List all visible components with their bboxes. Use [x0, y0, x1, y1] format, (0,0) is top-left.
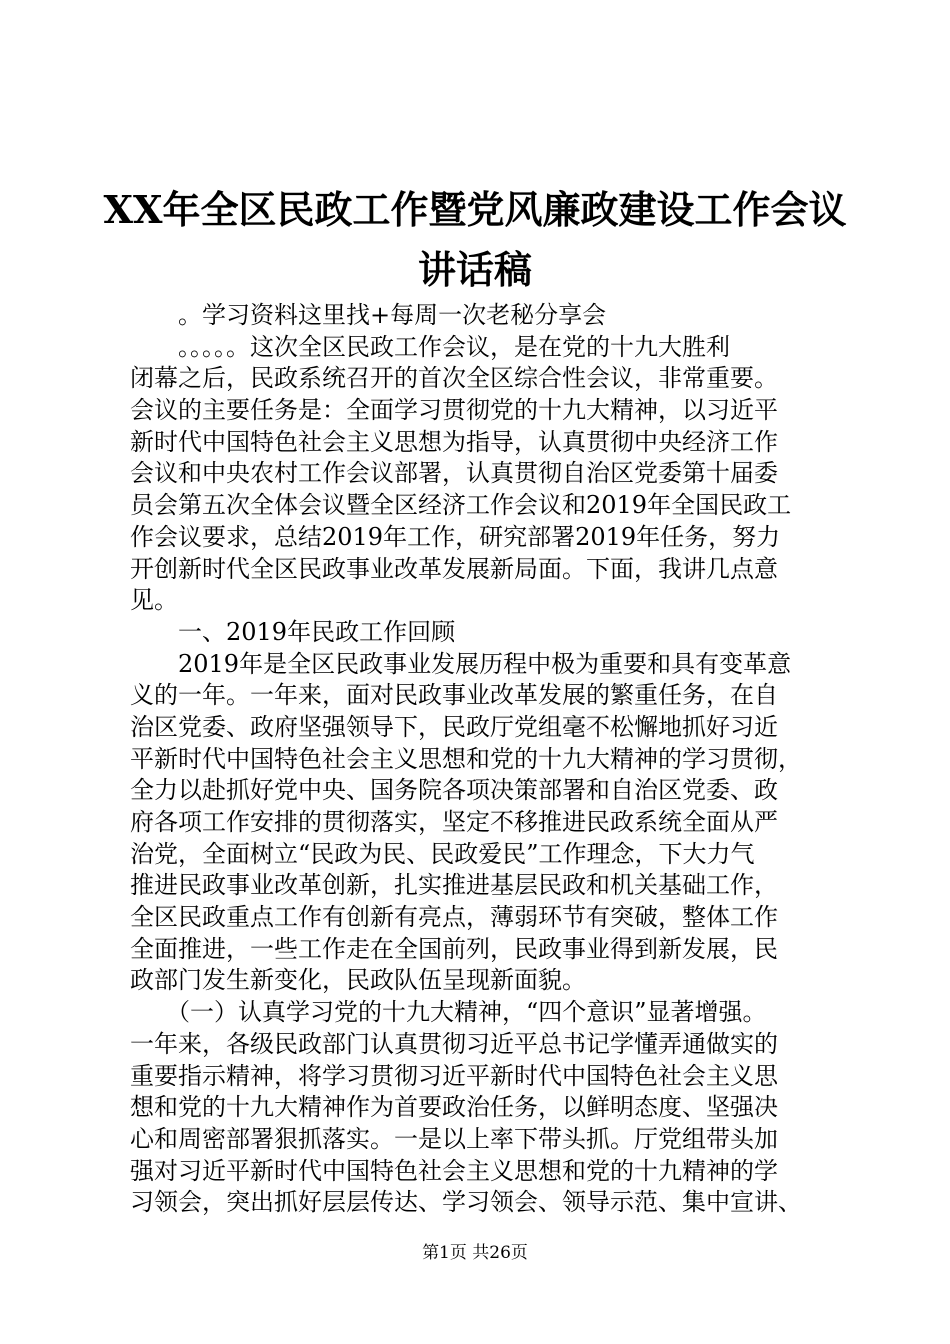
body-line: 。学习资料这里找+每周一次老秘分享会 [130, 301, 607, 329]
body-line: 全面推进，一些工作走在全国前列，民政事业得到新发展，民 [130, 934, 778, 963]
body-line: 治区党委、政府坚强领导下，民政厅党组毫不松懈地抓好习近 [130, 712, 778, 741]
body-line: 强对习近平新时代中国特色社会主义思想和党的十九精神的学 [130, 1156, 778, 1185]
body-line: 府各项工作安排的贯彻落实，坚定不移推进民政系统全面从严 [130, 808, 778, 836]
body-line: 义的一年。一年来，面对民政事业改革发展的繁重任务，在自 [130, 681, 778, 710]
body-line: 。。。。。这次全区民政工作会议，是在党的十九大胜利 [130, 332, 730, 361]
body-line: 政部门发生新变化，民政队伍呈现新面貌。 [130, 966, 586, 995]
body-line: 闭幕之后，民政系统召开的首次全区综合性会议，非常重要。 [130, 364, 778, 393]
body-line: 全区民政重点工作有创新有亮点，薄弱环节有突破，整体工作 [130, 903, 778, 932]
body-line: 新时代中国特色社会主义思想为指导，认真贯彻中央经济工作 [130, 427, 778, 456]
body-line: 见。 [130, 586, 178, 615]
document-title-line-2: 讲话稿 [417, 247, 532, 292]
body-line: 一年来，各级民政部门认真贯彻习近平总书记学懂弄通做实的 [130, 1029, 778, 1058]
document-body [130, 300, 840, 1219]
body-line: 想和党的十九大精神作为首要政治任务，以鲜明态度、坚强决 [130, 1093, 778, 1122]
body-line: 会议和中央农村工作会议部署，认真贯彻自治区党委第十届委 [130, 459, 778, 488]
body-line: 重要指示精神，将学习贯彻习近平新时代中国特色社会主义思 [130, 1061, 778, 1090]
body-line: 心和周密部署狠抓落实。一是以上率下带头抓。厅党组带头加 [130, 1124, 778, 1153]
body-line: 治党，全面树立“民政为民、民政爱民”工作理念，下大力气 [130, 839, 755, 868]
subsection-heading: （一）认真学习党的十九大精神，“四个意识”显著增强。 [130, 998, 767, 1027]
body-line: 员会第五次全体会议暨全区经济工作会议和2019年全国民政工 [130, 491, 792, 520]
body-line: 全力以赴抓好党中央、国务院各项决策部署和自治区党委、政 [130, 776, 778, 805]
body-line: 2019年是全区民政事业发展历程中极为重要和具有变革意 [130, 649, 792, 678]
section-heading: 一、2019年民政工作回顾 [130, 617, 456, 646]
body-line: 习领会，突出抓好层层传达、学习领会、领导示范、集中宣讲、 [130, 1188, 802, 1217]
body-line: 平新时代中国特色社会主义思想和党的十九大精神的学习贯彻， [130, 744, 802, 773]
body-line: 会议的主要任务是：全面学习贯彻党的十九大精神，以习近平 [130, 396, 778, 425]
body-line: 开创新时代全区民政事业改革发展新局面。下面，我讲几点意 [130, 554, 778, 583]
body-line: 作会议要求，总结2019年工作，研究部署2019年任务，努力 [130, 522, 781, 551]
body-line: 推进民政事业改革创新，扎实推进基层民政和机关基础工作， [130, 871, 778, 900]
page-footer: 第1页 共26页 [422, 1243, 528, 1263]
document-title-line-1: XX年全区民政工作暨党风廉政建设工作会议 [103, 187, 847, 232]
